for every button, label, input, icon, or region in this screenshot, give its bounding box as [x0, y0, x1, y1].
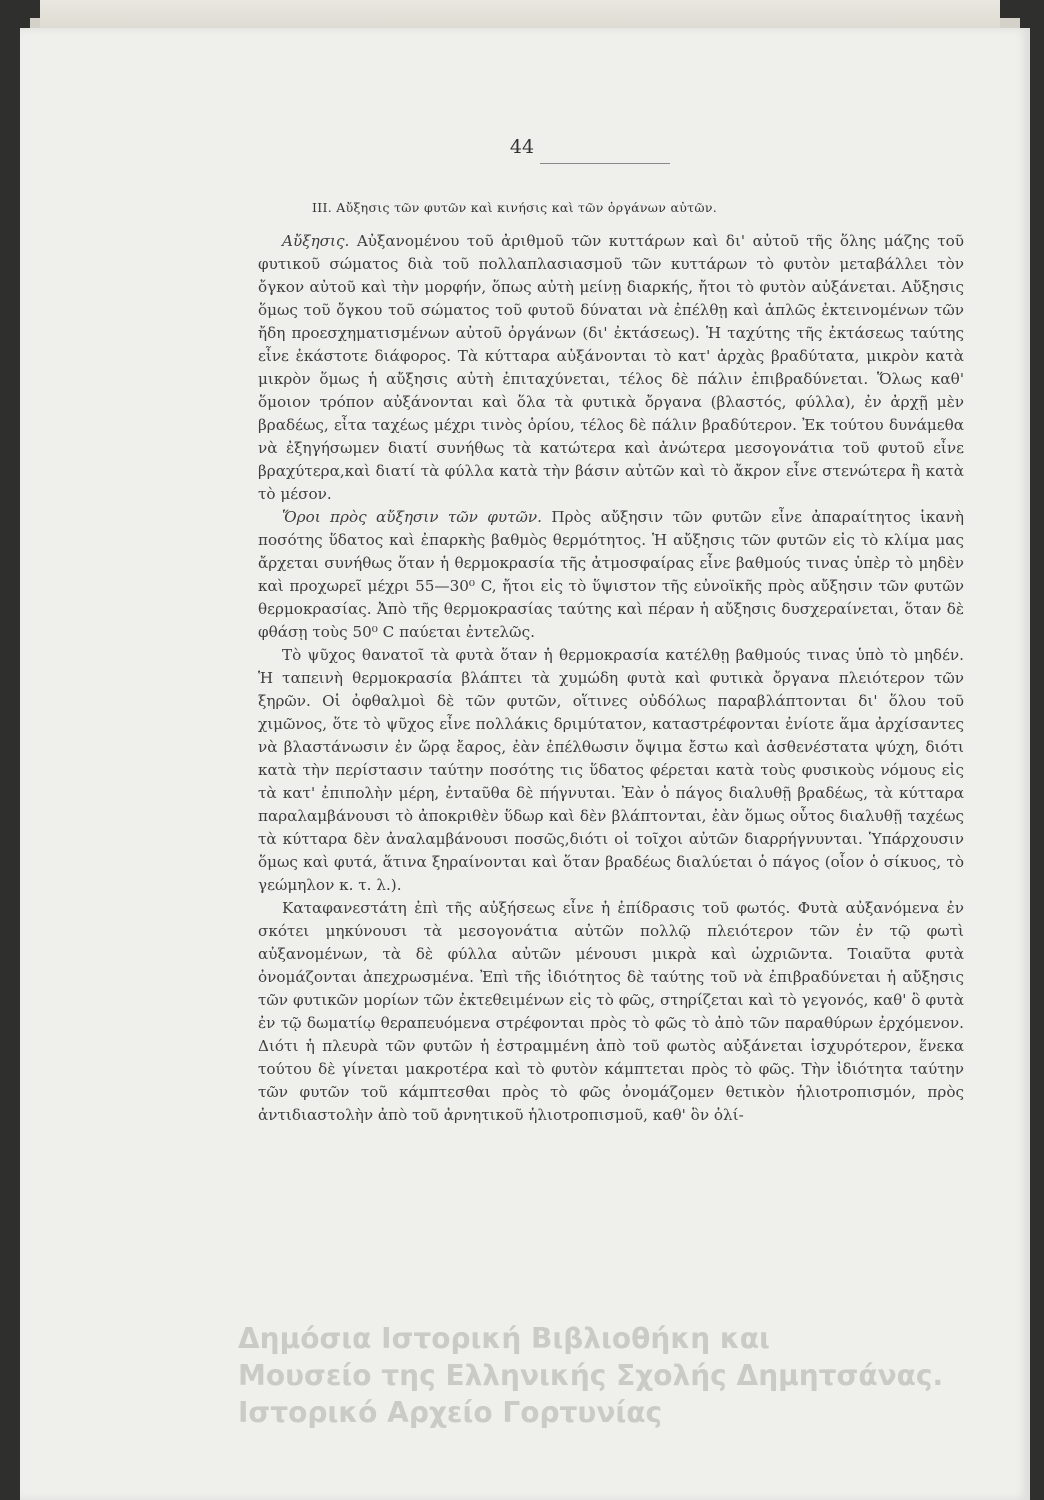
paragraph — [258, 644, 964, 897]
library-watermark — [238, 1320, 1018, 1431]
watermark-line: Δημόσια Ιστορική Βιβλιοθήκη και — [238, 1322, 770, 1355]
paragraph-body: Καταφανεστάτη ἐπὶ τῆς αὐξήσεως εἶνε ἡ ἐπίδρασις τοῦ φωτός. Φυτὰ αὐξανόμενα ἐν σκότει μηκύνουσι τὰ μεσογονάτια αὐτῶν πολλῷ πλειότερον τῶν ἐν τῷ φωτὶ αὐξανομένων, τὰ δὲ φύλλα αὐτῶν μένουσι μικρὰ καὶ ὠχριῶντα. Τοιαῦτα φυτὰ ὀνομάζονται ἀπεχρωσμένα. Ἐπὶ τῆς ἰδιότητος δὲ ταύτης τοῦ νὰ ἐπιβραδύνεται ἡ αὔξησις τῶν φυτικῶν μορίων τῶν ἐκτεθειμένων εἰς τὸ φῶς, στηρίζεται καὶ τὸ γεγονός, καθ' ὃ φυτὰ ἐν τῷ δωματίῳ θεραπευόμενα στρέφονται πρὸς τὸ φῶς τὸ ἀπὸ τῶν παραθύρων ἐρχόμενον. Διότι ἡ πλευρὰ τῶν φυτῶν ἡ ἐστραμμένη ἀπὸ τοῦ φωτὸς αὐξάνεται ἰσχυρότερον, ἕνεκα τούτου δὲ γίνεται μακροτέρα καὶ τὸ φυτὸν κάμπτεται πρὸς τὸ φῶς. Τὴν ἰδιότητα ταύτην τῶν φυτῶν τοῦ κάμπτεσθαι πρὸς τὸ φῶς ὀνομάζομεν θετικὸν ἡλιοτροπισμόν, πρὸς ἀντιδιαστολὴν ἀπὸ τοῦ ἀρνητικοῦ ἡλιοτροπισμοῦ, καθ' ὃν ὀλί- — [258, 899, 964, 1124]
paragraph-lead: Αὔξησις. — [282, 232, 350, 250]
paragraph-body: Αὐξανομένου τοῦ ἀριθμοῦ τῶν κυττάρων καὶ δι' αὐτοῦ τῆς ὅλης μάζης τοῦ φυτικοῦ σώματος διὰ τοῦ πολλαπλασιασμοῦ τῶν κυττάρων τὸ φυτὸν μεταβάλλει τὸν ὄγκον αὐτοῦ καὶ τὴν μορφήν, ὅπως αὐτὴ μείνῃ διαρκής, ἤτοι τὸ φυτὸν αὐξάνεται. Αὔξησις ὅμως τοῦ ὄγκου τοῦ σώματος τοῦ φυτοῦ δύναται νὰ ἐπέλθῃ καὶ ἁπλῶς ἐκτεινομένων τῶν ἤδη προεσχηματισμένων αὐτοῦ ὀργάνων (δι' ἐκτάσεως). Ἡ ταχύτης τῆς ἐκτάσεως ταύτης εἶνε ἑκάστοτε διάφορος. Τὰ κύτταρα αὐξάνονται τὸ κατ' ἀρχὰς βραδύτατα, μικρὸν κατὰ μικρὸν ὅμως ἡ αὔξησις αὐτὴ ἐπιταχύνεται, τέλος δὲ πάλιν ἐπιβραδύνεται. Ὅλως καθ' ὅμοιον τρόπον αὐξάνονται καὶ ὅλα τὰ φυτικὰ ὄργανα (βλαστός, φύλλα), ἐν ἀρχῇ μὲν βραδέως, εἶτα ταχέως μέχρι τινὸς ὁρίου, τέλος δὲ πάλιν βραδύτερον. Ἐκ τούτου δυνάμεθα νὰ ἐξηγήσωμεν διατί συνήθως τὰ κατώτερα καὶ ἀνώτερα μεσογονάτια τοῦ φυτοῦ εἶνε βραχύτερα,καὶ διατί τὰ φύλλα κατὰ τὴν βάσιν αὐτῶν καὶ τὸ ἄκρον εἶνε στενώτερα ἢ κατὰ τὸ μέσον. — [258, 232, 964, 503]
paragraph — [258, 230, 964, 506]
paragraph — [258, 506, 964, 644]
paragraph-body: Πρὸς αὔξησιν τῶν φυτῶν εἶνε ἀπαραίτητος ἱκανὴ ποσότης ὕδατος καὶ ἐπαρκὴς βαθμὸς θερμότητος. Ἡ αὔξησις τῶν φυτῶν εἰς τὸ κλίμα μας ἄρχεται συνήθως ὅταν ἡ θερμοκρασία τῆς ἀτμοσφαίρας εἶνε βαθμούς τινας ὑπὲρ τὸ μηδὲν καὶ προχωρεῖ μέχρι 55—30⁰ C, ἤτοι εἰς τὸ ὕψιστον τῆς εὐνοϊκῆς πρὸς αὔξησιν τῶν φυτῶν θερμοκρασίας. Ἀπὸ τῆς θερμοκρασίας ταύτης καὶ πέραν ἡ αὔξησις δυσχεραίνεται, ὅταν δὲ φθάσῃ τοὺς 50⁰ C παύεται ἐντελῶς. — [258, 508, 965, 641]
page-number: 44 — [509, 136, 535, 158]
watermark-line: Ιστορικό Αρχείο Γορτυνίας — [238, 1396, 663, 1429]
paragraph-lead: Ὅροι πρὸς αὔξησιν τῶν φυτῶν. — [282, 508, 542, 526]
body-text — [258, 230, 964, 1127]
paragraph-body: Τὸ ψῦχος θανατοῖ τὰ φυτὰ ὅταν ἡ θερμοκρασία κατέλθῃ βαθμούς τινας ὑπὸ τὸ μηδέν. Ἡ ταπεινὴ θερμοκρασία βλάπτει τὰ χυμώδη φυτὰ καὶ φυτικὰ ὄργανα πλειότερον τῶν ξηρῶν. Οἱ ὀφθαλμοὶ δὲ τῶν φυτῶν, οἵτινες οὐδόλως παραβλάπτονται δι' ὅλου τοῦ χιμῶνος, ὅτε τὸ ψῦχος εἶνε πολλάκις δριμύτατον, καταστρέφονται ἐνίοτε ἅμα ἀρχίσαντες νὰ βλαστάνωσιν ἐν ὥρᾳ ἔαρος, ἐὰν ἐπέλθωσιν ὄψιμα ἔστω καὶ ἀσθενέστατα ψύχη, διότι κατὰ τὴν περίστασιν ταύτην ποσότης τις ὕδατος φέρεται κατὰ τοὺς φυσικοὺς νόμους εἰς τὰ κατ' ἐπιπολὴν μέρη, ἐνταῦθα δὲ πήγνυται. Ἐὰν ὁ πάγος διαλυθῇ βραδέως, τὰ κύτταρα παραλαμβάνουσι τὸ ἀποκριθὲν ὕδωρ καὶ δὲν βλάπτονται, ἐὰν ὅμως οὗτος διαλυθῇ ταχέως τὰ κύτταρα δὲν ἀναλαμβάνουσι ποσῶς,διότι οἱ τοῖχοι αὐτῶν διαρρήγνυνται. Ὑπάρχουσιν ὅμως καὶ φυτά, ἅτινα ξηραίνονται καὶ ὅταν βραδέως διαλύεται ὁ πάγος (οἷον ὁ σίκυος, τὸ γεώμηλον κ. τ. λ.). — [258, 646, 964, 894]
page-number-rule — [540, 163, 670, 164]
watermark-line: Μουσείο της Ελληνικής Σχολής Δημητσάνας. — [238, 1359, 944, 1392]
paragraph — [258, 897, 964, 1127]
section-heading: III. Αὔξησις τῶν φυτῶν καὶ κινήσις καὶ τῶν ὀργάνων αὐτῶν. — [312, 200, 717, 215]
